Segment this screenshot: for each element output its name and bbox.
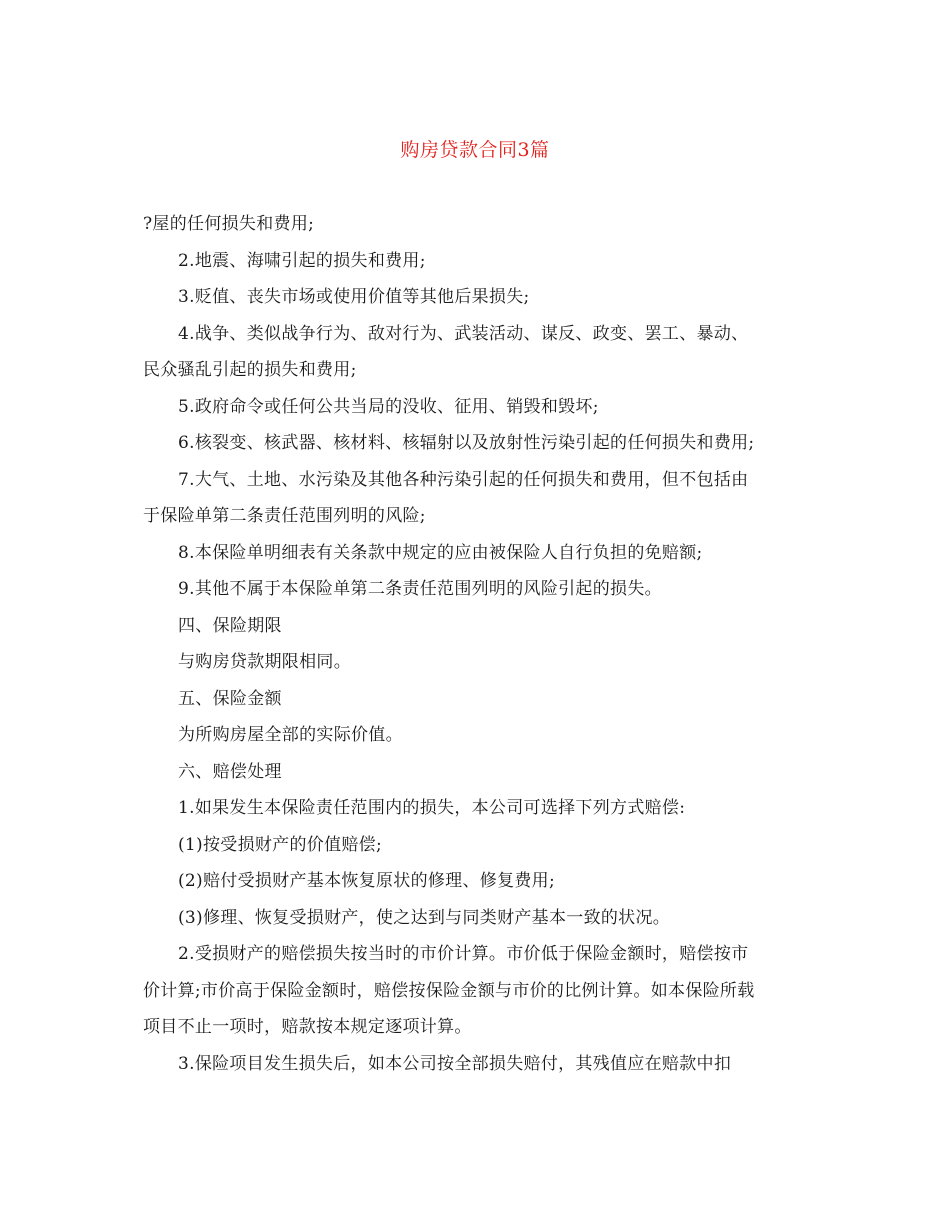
paragraph-line: (2)赔付受损财产基本恢复原状的修理、修复费用; (178, 871, 556, 891)
section-heading: 六、赔偿处理 (178, 761, 282, 782)
paragraph-line: 4.战争、类似战争行为、敌对行为、武装活动、谋反、政变、罢工、暴动、 (178, 323, 749, 344)
paragraph-line: 8.本保险单明细表有关条款中规定的应由被保险人自行负担的免赔额; (178, 542, 703, 563)
document-body (143, 206, 813, 1082)
paragraph-line: 价计算;市价高于保险金额时，赔偿按保险金额与市价的比例计算。如本保险所载 (143, 980, 755, 1001)
paragraph-line: 民众骚乱引起的损失和费用; (143, 360, 357, 380)
section-heading: 五、保险金额 (178, 688, 282, 709)
paragraph-line: 于保险单第二条责任范围列明的风险; (143, 506, 426, 526)
paragraph-line: 6.核裂变、核武器、核材料、核辐射以及放射性污染引起的任何损失和费用; (178, 433, 755, 453)
paragraph-line: 项目不止一项时，赔款按本规定逐项计算。 (143, 1017, 472, 1037)
paragraph-line: 5.政府命令或任何公共当局的没收、征用、销毁和毁坏; (178, 396, 599, 417)
paragraph-line: 2.受损财产的赔偿损失按当时的市价计算。市价低于保险金额时，赔偿按市 (178, 944, 749, 964)
paragraph-line: 3.保险项目发生损失后，如本公司按全部损失赔付，其残值应在赔款中扣 (178, 1053, 732, 1074)
paragraph-line: (1)按受损财产的价值赔偿; (178, 834, 383, 855)
paragraph-line: (3)修理、恢复受损财产，使之达到与同类财产基本一致的状况。 (178, 907, 671, 928)
paragraph-line: ?屋的任何损失和费用; (143, 214, 315, 234)
paragraph-line: 为所购房屋全部的实际价值。 (178, 725, 403, 745)
paragraph-line: 2.地震、海啸引起的损失和费用; (178, 250, 426, 271)
paragraph-line: 与购房贷款期限相同。 (178, 652, 351, 672)
paragraph-line: 7.大气、土地、水污染及其他各种污染引起的任何损失和费用，但不包括由 (178, 469, 749, 490)
section-heading: 四、保险期限 (178, 615, 282, 636)
document-title: 购房贷款合同3篇 (400, 139, 550, 161)
paragraph-line: 3.贬值、丧失市场或使用价值等其他后果损失; (178, 287, 530, 307)
paragraph-line: 9.其他不属于本保险单第二条责任范围列明的风险引起的损失。 (178, 579, 662, 599)
paragraph-line: 1.如果发生本保险责任范围内的损失，本公司可选择下列方式赔偿: (178, 798, 686, 818)
